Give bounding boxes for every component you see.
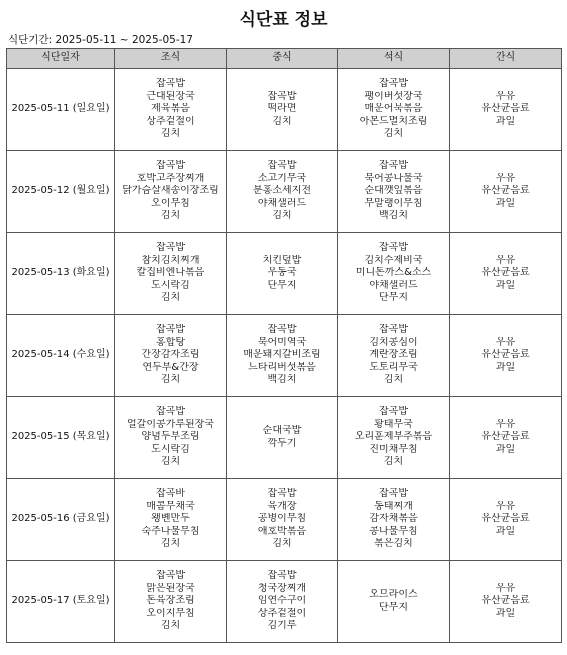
dish-item: 김치 <box>160 292 181 304</box>
table-row <box>7 69 562 151</box>
dish-item: 순대국밥 <box>262 425 302 436</box>
dish-item: 김기루 <box>267 620 297 632</box>
dish-item: 진미채무침 <box>369 443 418 455</box>
dish-item: 잡곡밥 <box>156 160 185 172</box>
dish-item: 잡곡밥 <box>379 488 408 500</box>
table-row <box>7 397 562 479</box>
header-dinner: 석식 <box>338 49 450 69</box>
snack-cell <box>450 151 562 233</box>
date-cell: 2025-05-16 (금요일) <box>7 479 115 561</box>
dish-item: 떡라면 <box>267 103 297 115</box>
dish-item: 볶은김치 <box>374 538 413 550</box>
dish-item: 잡곡밥 <box>156 570 185 582</box>
dish-item: 동태찌개 <box>374 500 413 512</box>
dish-item: 야채샐러드 <box>257 197 307 209</box>
dinner-cell <box>338 69 450 151</box>
lunch-cell <box>227 151 338 233</box>
dish-item: 유산균음료 <box>481 267 530 279</box>
dish-item: 유산균음료 <box>481 595 530 607</box>
dish-item: 과일 <box>495 279 516 291</box>
lunch-cell <box>227 233 338 315</box>
dish-item: 잡곡바 <box>156 488 185 500</box>
dish-item: 김치 <box>383 374 404 386</box>
dish-item: 우유 <box>495 418 516 430</box>
header-row <box>7 49 562 69</box>
dish-item: 잡곡밥 <box>379 324 408 336</box>
dish-item: 우유 <box>495 336 516 348</box>
dish-item: 유산균음료 <box>481 431 530 443</box>
dish-item: 잡곡밥 <box>156 324 185 336</box>
table-row <box>7 233 562 315</box>
dish-item: 오이무침 <box>151 197 190 209</box>
dish-item: 팽이버섯장국 <box>364 90 423 102</box>
dish-item: 치킨덮밥 <box>262 254 302 266</box>
date-cell: 2025-05-17 (토요일) <box>7 561 115 643</box>
dish-item: 유산균음료 <box>481 513 530 525</box>
table-row <box>7 479 562 561</box>
dish-item: 근대된장국 <box>146 90 195 102</box>
dish-item: 청국장찌개 <box>257 582 307 594</box>
dish-item: 과일 <box>495 361 516 373</box>
dish-item: 잡곡밥 <box>379 160 408 172</box>
dish-item: 상추겉절이 <box>146 115 195 127</box>
menu-period: 식단기간: 2025-05-11 ~ 2025-05-17 <box>8 34 193 46</box>
dish-item: 상추겉절이 <box>257 607 307 619</box>
dish-item: 김치 <box>160 620 181 632</box>
dish-item: 잡곡밥 <box>379 78 408 90</box>
snack-cell <box>450 479 562 561</box>
dish-item: 콩나물무침 <box>369 525 418 537</box>
dish-item: 단무지 <box>267 279 297 291</box>
dish-item: 숙주나물무침 <box>141 525 200 537</box>
dish-item: 도시락김 <box>151 279 190 291</box>
dish-item: 김치콩심이 <box>369 336 418 348</box>
dish-item: 김치수제비국 <box>364 254 423 266</box>
dish-item: 김치 <box>272 115 292 127</box>
dish-item: 오이지무침 <box>146 607 195 619</box>
dish-item: 과일 <box>495 115 516 127</box>
dish-item: 호박고추장찌개 <box>136 172 205 184</box>
dish-item: 매콤무채국 <box>146 500 195 512</box>
breakfast-cell <box>115 397 227 479</box>
dish-item: 도시락김 <box>151 443 190 455</box>
dish-item: 양념두부조림 <box>141 431 200 443</box>
breakfast-cell <box>115 151 227 233</box>
dish-item: 임연수구이 <box>257 595 307 607</box>
dish-item: 칼집비엔나볶음 <box>136 267 205 279</box>
dish-item: 과일 <box>495 197 516 209</box>
table-row <box>7 315 562 397</box>
header-snack: 간식 <box>450 49 562 69</box>
lunch-cell <box>227 69 338 151</box>
dish-item: 잡곡밥 <box>156 242 185 254</box>
dish-item: 우유 <box>495 582 516 594</box>
dish-item: 김치 <box>272 538 292 550</box>
dish-item: 잡곡밥 <box>267 90 297 102</box>
dish-item: 잡곡밥 <box>379 406 408 418</box>
dish-item: 우유 <box>495 172 516 184</box>
dish-item: 맑은된장국 <box>146 582 195 594</box>
dish-item: 김치 <box>383 456 404 468</box>
snack-cell <box>450 315 562 397</box>
dish-item: 소고기무국 <box>257 172 307 184</box>
snack-cell <box>450 397 562 479</box>
menu-table <box>6 48 562 643</box>
dish-item: 닭가슴살새송이장조림 <box>122 185 219 197</box>
dish-item: 잡곡밥 <box>267 570 297 582</box>
lunch-cell <box>227 397 338 479</box>
dish-item: 북어미역국 <box>257 336 307 348</box>
dish-item: 백김치 <box>379 210 408 222</box>
dish-item: 단무지 <box>379 601 408 613</box>
dinner-cell <box>338 479 450 561</box>
lunch-cell <box>227 561 338 643</box>
dish-item: 잡곡밥 <box>156 406 185 418</box>
dish-item: 김치 <box>160 456 181 468</box>
dish-item: 우동국 <box>267 267 297 279</box>
breakfast-cell <box>115 315 227 397</box>
header-date: 식단일자 <box>7 49 115 69</box>
dish-item: 김치 <box>272 210 292 222</box>
dish-item: 김치 <box>160 374 181 386</box>
dish-item: 우유 <box>495 500 516 512</box>
dish-item: 과일 <box>495 443 516 455</box>
dish-item: 미니돈까스&소스 <box>355 267 432 279</box>
dish-item: 잡곡밥 <box>267 324 297 336</box>
snack-cell <box>450 561 562 643</box>
date-cell: 2025-05-14 (수요일) <box>7 315 115 397</box>
breakfast-cell <box>115 561 227 643</box>
dish-item: 연두부&간장 <box>142 361 199 373</box>
dish-item: 황태무국 <box>374 418 413 430</box>
dish-item: 우유 <box>495 254 516 266</box>
dish-item: 잡곡밥 <box>267 160 297 172</box>
table-row <box>7 151 562 233</box>
date-cell: 2025-05-15 (목요일) <box>7 397 115 479</box>
dish-item: 과일 <box>495 525 516 537</box>
table-row <box>7 561 562 643</box>
lunch-cell <box>227 479 338 561</box>
date-cell: 2025-05-11 (일요일) <box>7 69 115 151</box>
dish-item: 북어콩나물국 <box>364 172 423 184</box>
dish-item: 잡곡밥 <box>267 488 297 500</box>
dinner-cell <box>338 315 450 397</box>
dish-item: 분홍소세지전 <box>253 185 311 197</box>
dish-item: 김치 <box>383 128 404 140</box>
dish-item: 육개장 <box>267 500 297 512</box>
dish-item: 순대깻잎볶음 <box>364 185 423 197</box>
dish-item: 유산균음료 <box>481 103 530 115</box>
breakfast-cell <box>115 69 227 151</box>
dish-item: 얼갈이콩가루된장국 <box>127 418 214 430</box>
dish-item: 왱볜만두 <box>151 513 190 525</box>
menu-body <box>7 69 562 643</box>
header-lunch: 중식 <box>227 49 338 69</box>
dish-item: 계란장조림 <box>369 349 418 361</box>
dish-item: 유산균음료 <box>481 349 530 361</box>
dish-item: 김치 <box>160 210 181 222</box>
dish-item: 백김치 <box>267 374 297 386</box>
lunch-cell <box>227 315 338 397</box>
dish-item: 깍두기 <box>267 437 297 449</box>
snack-cell <box>450 233 562 315</box>
dinner-cell <box>338 151 450 233</box>
dish-item: 애호박볶음 <box>257 525 307 537</box>
page-title: 식단표 정보 <box>239 10 328 30</box>
dish-item: 우유 <box>495 90 516 102</box>
breakfast-cell <box>115 233 227 315</box>
dinner-cell <box>338 561 450 643</box>
dish-item: 잡곡밥 <box>156 78 185 90</box>
dish-item: 제육볶음 <box>151 103 190 115</box>
header-breakfast: 조식 <box>115 49 227 69</box>
dish-item: 아몬드멸치조림 <box>359 115 428 127</box>
dish-item: 돈육장조림 <box>146 595 195 607</box>
snack-cell <box>450 69 562 151</box>
dish-item: 느타리버섯볶음 <box>248 361 316 373</box>
dish-item: 오므라이스 <box>369 589 418 600</box>
dinner-cell <box>338 397 450 479</box>
dish-item: 유산균음료 <box>481 185 530 197</box>
dish-item: 공병이무침 <box>257 513 307 525</box>
dish-item: 홍합탕 <box>156 336 185 348</box>
breakfast-cell <box>115 479 227 561</box>
date-cell: 2025-05-12 (월요일) <box>7 151 115 233</box>
dish-item: 오리훈제부추볶음 <box>354 431 433 443</box>
dish-item: 잡곡밥 <box>379 242 408 254</box>
dish-item: 무말랭이무침 <box>364 197 423 209</box>
dish-item: 감자채볶음 <box>369 513 418 525</box>
dish-item: 김치 <box>160 128 181 140</box>
date-cell: 2025-05-13 (화요일) <box>7 233 115 315</box>
dish-item: 도토리무국 <box>369 361 418 373</box>
dish-item: 매운돼지갈비조림 <box>243 349 321 361</box>
dish-item: 김치 <box>160 538 181 550</box>
dish-item: 간장감자조림 <box>141 349 200 361</box>
dish-item: 야채샐러드 <box>369 279 418 291</box>
dish-item: 단무지 <box>379 292 408 304</box>
dinner-cell <box>338 233 450 315</box>
dish-item: 참치김치찌개 <box>141 254 200 266</box>
dish-item: 매운어묵볶음 <box>364 103 423 115</box>
dish-item: 과일 <box>495 607 516 619</box>
